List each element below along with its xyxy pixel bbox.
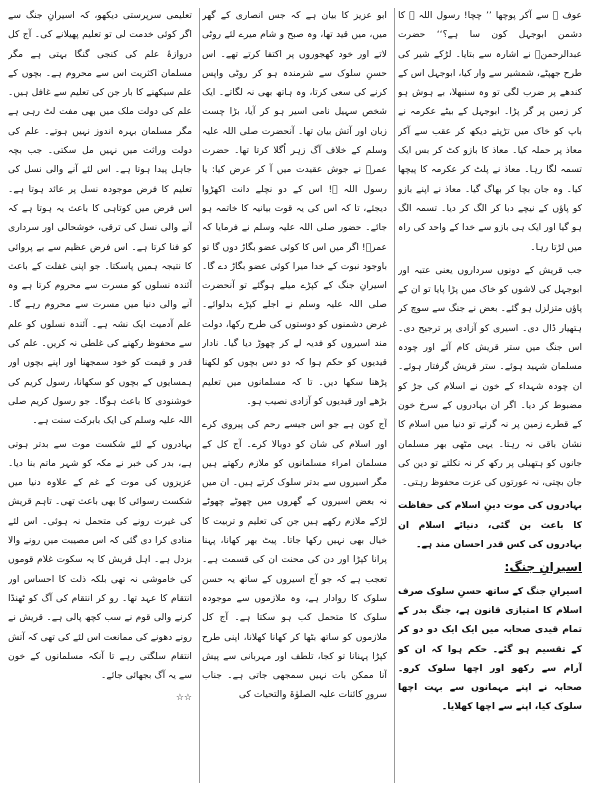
paragraph: ابو عزیز کا بیان ہے کہ جس انصاری کے گھر میں، میں قید تھا، وہ صبح و شام میرے لئے روٹی لاتے اور خود کھجوروں پر اکتفا کرتے تھے۔ اس حسنِ سلوک سے شرمندہ ہو کر روٹی واپس کرنے کی سعی کرتا، وہ ہاتھ بھی نہ لگاتے۔ ایک شخص سہیل نامی اسیر ہو کر آیا، بڑا چست زبان اور آتش بیان تھا۔ آنحضرت صلی اللہ علیہ وسلم کے خلاف آگ زہر اُگلا کرتا تھا۔ حضرت عمرؓ نے جوش عقیدت میں آ کر عرض کیا: یا رسول اللہ ﷺ! اس کے دو نچلے دانت اکھڑوا دیجئے، تا کہ اس کی یہ قوت بیانیہ کا خاتمہ ہو جائے۔ حضور صلی اللہ علیہ وسلم نے فرمایا کہ عمرؓ! اگر میں اس کا کوئی عضو بگاڑ دوں گا تو باوجود نبوت کے خدا میرا کوئی عضو بگاڑ دے گا۔ اسیرانِ جنگ کے کپڑے میلے ہوگئے تو آنحضرت صلی اللہ علیہ وسلم نے اجلے کپڑے بدلوائے۔ غرض دشمنوں کو دوستوں کی طرح رکھا، دولت مند اسیروں کو فدیہ لے کر چھوڑ دیا گیا۔ نادار قیدیوں کو حکم ہوا کہ دو دس بچوں کو لکھنا پڑھنا سکھا دیں۔ تا کہ مسلمانوں میں تعلیم بڑھے اور قیدیوں کو آزادی نصیب ہو۔: [202, 10, 387, 407]
section-heading: اسیرانِ جنگ:: [504, 560, 582, 575]
paragraph: عوف ؓ سے آکر پوچھا ’’ چچا! رسول اللہ ﷺ کا دشمن ابوجہل کون سا ہے؟‘‘ حضرت عبدالرحمنؓ نے اشارہ سے بتایا۔ لڑکے شیر کی طرح جھپٹے، شمشیر سے وار کیا، ابوجہل اس کے کندھے پر ضرب لگی تو وہ سنبھلا، بے ہوش ہو کر زمین پر گر پڑا۔ ابوجہل کے بیٹے عکرمہ نے باپ کو خاک میں تڑپتے دیکھ کر عقب سے آکر معاذ پر حملہ کیا۔ معاذ کا بازو کٹ کر بس ایک تسمہ لگا رہا۔ معاذ نے پلٹ کر عکرمہ کا پیچھا کیا۔ وہ جان بچا کر بھاگ گیا۔ معاذ نے اپنے بازو کو پاؤں کے نیچے دبا کر الگ کر دیا۔ تسمہ الگ ہو گیا اور ایک ہی بازو سے خدا کے واحد کی راہ میں لڑتا رہا۔: [398, 10, 582, 253]
text-column-left: [8, 6, 192, 713]
text-column-middle: [202, 6, 387, 709]
end-mark: ☆☆: [175, 693, 192, 704]
paragraph: اسیرانِ جنگ کے ساتھ حسنِ سلوک صرف اسلام کا امتیازی قانون ہے، جنگ بدر کے تمام قیدی صحابہ میں ایک ایک دو دو کر کے تقسیم ہو گئے۔ حکم ہوا کہ ان کو آرام سے رکھو اور اچھا سلوک کرو۔ صحابہ نے اپنے مہمانوں سے بہت اچھا سلوک کیا، اپنے سے اچھا کھلایا۔: [398, 585, 582, 713]
paragraph: تعلیمی سرپرستی دیکھو، کہ اسیرانِ جنگ سے اگر کوئی خدمت لی تو تعلیم پھیلانے کی۔ آج کل دروازۂ علم کی کنجی گنگا بہتی ہے مگر مسلمان اکثریت اس سے محروم ہے۔ بچوں کے علم سیکھنے کا بار جن کی تعلیم سے غافل ہیں۔ علم کی دولت ملک میں بھی مفت لٹ رہی ہے مگر مسلمان بہرہ اندوز نہیں ہوتے۔ علم کی دولت وراثت میں نہیں مل سکتی۔ جب بچہ جاہل پیدا ہوتا ہے۔ اس لئے آنے والی نسل کی تعلیم کا فرض موجودہ نسل پر عائد ہوتا ہے۔ اس فرض میں کوتاہی کا باعث یہ ہوتا ہے کہ آنے والی نسل کی ترقی، خوشحالی اور سرداری کو فنا کرتا ہے۔ اس فرض عظیم سے بے پروائی کا نتیجہ ہمیں پاسکتا۔ جو اپنی غفلت کے باعث آئندہ نسلوں کو مسرت سے محروم کرتا ہے وہ آنے والی دنیا میں مسرت سے محروم رہے گا۔ علم آدمیت ایک نشہ ہے۔ آئندہ نسلوں کو علم سے محفوظ رکھنے کی غلطی نہ کریں۔ علم کی قدر و قیمت کو خود سمجھنا اور اپنے بچوں اور ہمسایوں کے بچوں کو سکھانا، رسول کریم کی خوشنودی کا باعث ہوگا۔ جو رسول کریم صلی اللہ علیہ وسلم کی ایک بابرکت سنت ہے۔: [8, 10, 192, 427]
column-divider: [394, 8, 395, 783]
paragraph: آج کون ہے جو اس جیسے رحم کی پیروی کرے اور اسلام کی شان کو دوبالا کرے۔ آج کل کے مسلمان امراء مسلمانوں کو ملازم رکھتے ہیں مگر اسیروں سے بدتر سلوک کرتے ہیں۔ ان میں نہ بعض اسیروں کے گھروں میں چھوٹے چھوٹے لڑکے ملازم رکھے ہیں جن کی تعلیم و تربیت کا خیال بھی نہیں رکھا جاتا۔ پیٹ بھر کھانا، پہنا پرانا کپڑا اور دن کی محنت ان کی قسمت ہے۔ تعجب ہے کہ جو آج اسیروں کے ساتھ یہ حسن سلوک کا روادار ہے، وہ ملازموں سے موجودہ سلوک کا متحمل کب ہو سکتا ہے۔ آج کل ملازموں کو ساتھ بٹھا کر کھانا کھلانا، اپنی طرح کپڑا پہنانا تو کجا، تلطف اور مہربانی سے پیش آنا ممکن بات نہیں سمجھی جاتی ہے۔ جناب سرورِ کائنات علیہ الصلوٰۃ والتحیات کی: [202, 419, 387, 701]
text-column-right: [398, 6, 582, 721]
emphasis-paragraph: بہادروں کی موت دینِ اسلام کی حفاظت کا باعث بن گئی، دنیائے اسلام ان بہادروں کی کس قدر احسان مند ہے۔: [398, 500, 582, 551]
paragraph: جب قریش کے دونوں سرداروں یعنی عتبہ اور ابوجہل کی لاشوں کو خاک میں پڑا پایا تو ان کے پاؤں متزلزل ہو گئے۔ بعض نے جنگ سے سوچ کر ہتھیار ڈال دی۔ اسیری کو آزادی پر ترجیح دی۔ اس جنگ میں ستر قریش کام آئے اور چودہ مسلمان شہید ہوئے۔ ستر قریش گرفتار ہوئے۔ ان چودہ شہداء کے خون نے اسلام کی جڑ کو مضبوط کر دیا۔ اگر ان بہادروں کے سرخ خون کے قطرے زمین پر نہ گرتے تو دنیا میں اسلام کا نشان باقی نہ رہتا۔ یہی مٹھی بھر مسلمان جانوں کو ہتھیلی پر رکھ کر نہ نکلتے تو دین کی جان بچتی، نہ عورتوں کی عزت محفوظ رہتی۔: [398, 264, 582, 489]
paragraph: بہادروں کے لئے شکست موت سے بدتر ہوتی ہے، بدر کی خبر نے مکہ کو شہر ماتم بنا دیا۔ عزیزوں کی موت کے غم کے علاوہ دنیا میں شکست رسوائی کا بھی باعث تھی۔ تاہم قریش کی غیرت رونے کی متحمل نہ ہوئی۔ اس لئے منادی کرا دی گئی کہ اس مصیبت میں رونے والا بزدل ہے۔ اہل قریش کا یہ سکوت غلام قوموں کی خاموشی نہ تھی بلکہ ذلت کا احساس اور انتقام کا عہد تھا۔ رو کر انتقام کی آگ کو ٹھنڈا کرنے والی قوم نے سب کچھ پالی ہے۔ قریش نے رونے دھونے کی ممانعت اس لئے کی تھی کہ آتش انتقام سلگتی رہے تا آنکہ مسلمانوں کے خون سے یہ آگ بجھائی جائے۔: [8, 438, 192, 682]
column-divider: [199, 8, 200, 783]
